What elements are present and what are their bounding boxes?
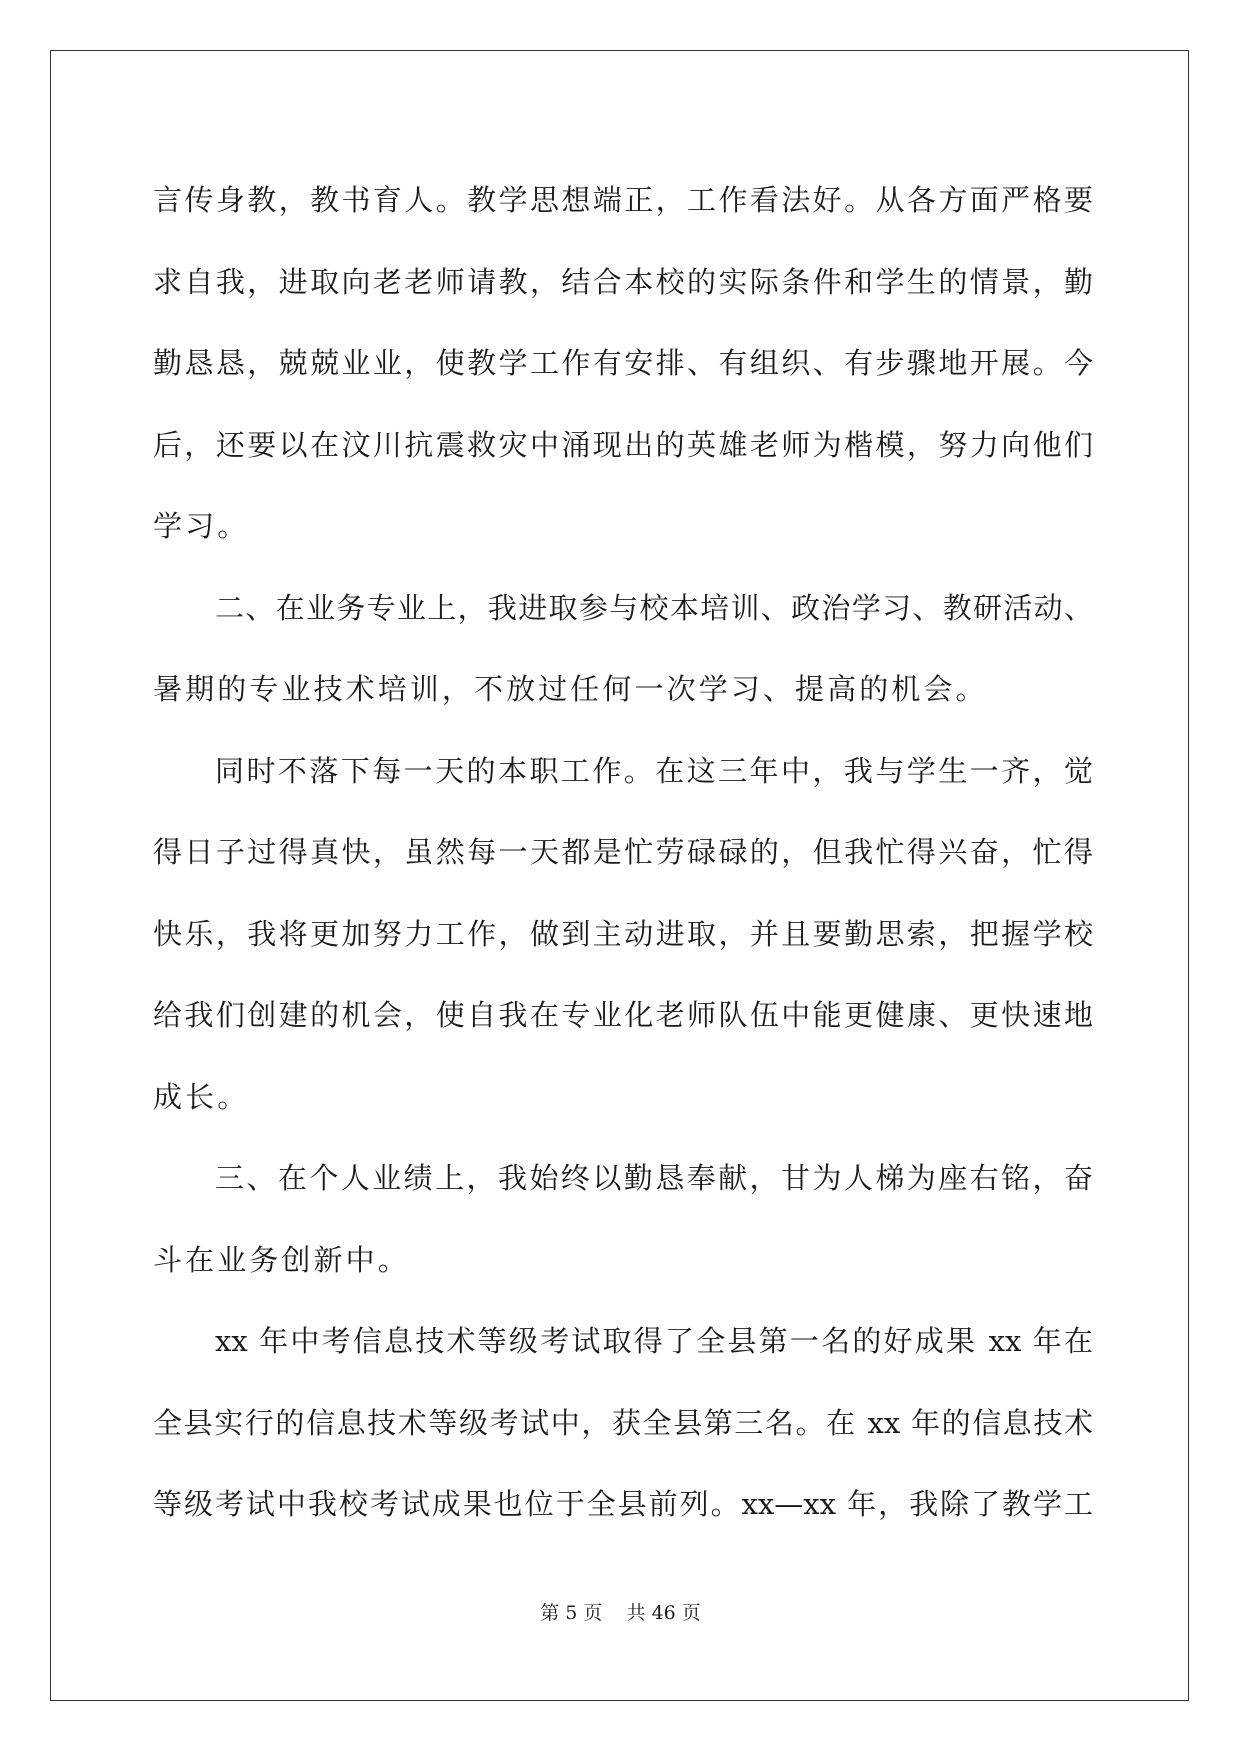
text-line: 学习。 bbox=[153, 509, 250, 543]
text-line: 后，还要以在汶川抗震救灾中涌现出的英雄老师为楷模，努力向他们 bbox=[153, 427, 1093, 462]
text-line: 成长。 bbox=[153, 1079, 250, 1114]
text-line: 斗在业务创新中。 bbox=[153, 1242, 410, 1277]
text-line: 快乐，我将更加努力工作，做到主动进取，并且要勤思索，把握学校 bbox=[153, 916, 1093, 951]
text-line: xx 年中考信息技术等级考试取得了全县第一名的好成果 xx 年在 bbox=[215, 1324, 1093, 1358]
text-line: 二、在业务专业上，我进取参与校本培训、政治学习、教研活动、 bbox=[215, 590, 1093, 625]
text-line: 言传身教，教书育人。教学思想端正，工作看法好。从各方面严格要 bbox=[153, 183, 1093, 217]
text-line: 三、在个人业绩上，我始终以勤恳奉献，甘为人梯为座右铭，奋 bbox=[215, 1161, 1093, 1195]
document-body bbox=[153, 160, 1093, 1546]
page-number: 第 5 页 bbox=[540, 1602, 603, 1624]
text-line: 得日子过得真快，虽然每一天都是忙劳碌碌的，但我忙得兴奋，忙得 bbox=[153, 835, 1093, 869]
text-line: 勤恳恳，兢兢业业，使教学工作有安排、有组织、有步骤地开展。今 bbox=[153, 346, 1093, 380]
page-total: 共 46 页 bbox=[626, 1602, 701, 1624]
text-line: 暑期的专业技术培训，不放过任何一次学习、提高的机会。 bbox=[153, 672, 988, 706]
text-line: 给我们创建的机会，使自我在专业化老师队伍中能更健康、更快速地 bbox=[153, 998, 1093, 1032]
text-line: 同时不落下每一天的本职工作。在这三年中，我与学生一齐，觉 bbox=[215, 753, 1093, 788]
text-line: 求自我，进取向老老师请教，结合本校的实际条件和学生的情景，勤 bbox=[153, 264, 1093, 299]
text-line: 全县实行的信息技术等级考试中，获全县第三名。在 xx 年的信息技术 bbox=[153, 1405, 1093, 1440]
text-line: 等级考试中我校考试成果也位于全县前列。xx—xx 年，我除了教学工 bbox=[153, 1487, 1093, 1521]
page-footer bbox=[0, 1598, 1241, 1625]
